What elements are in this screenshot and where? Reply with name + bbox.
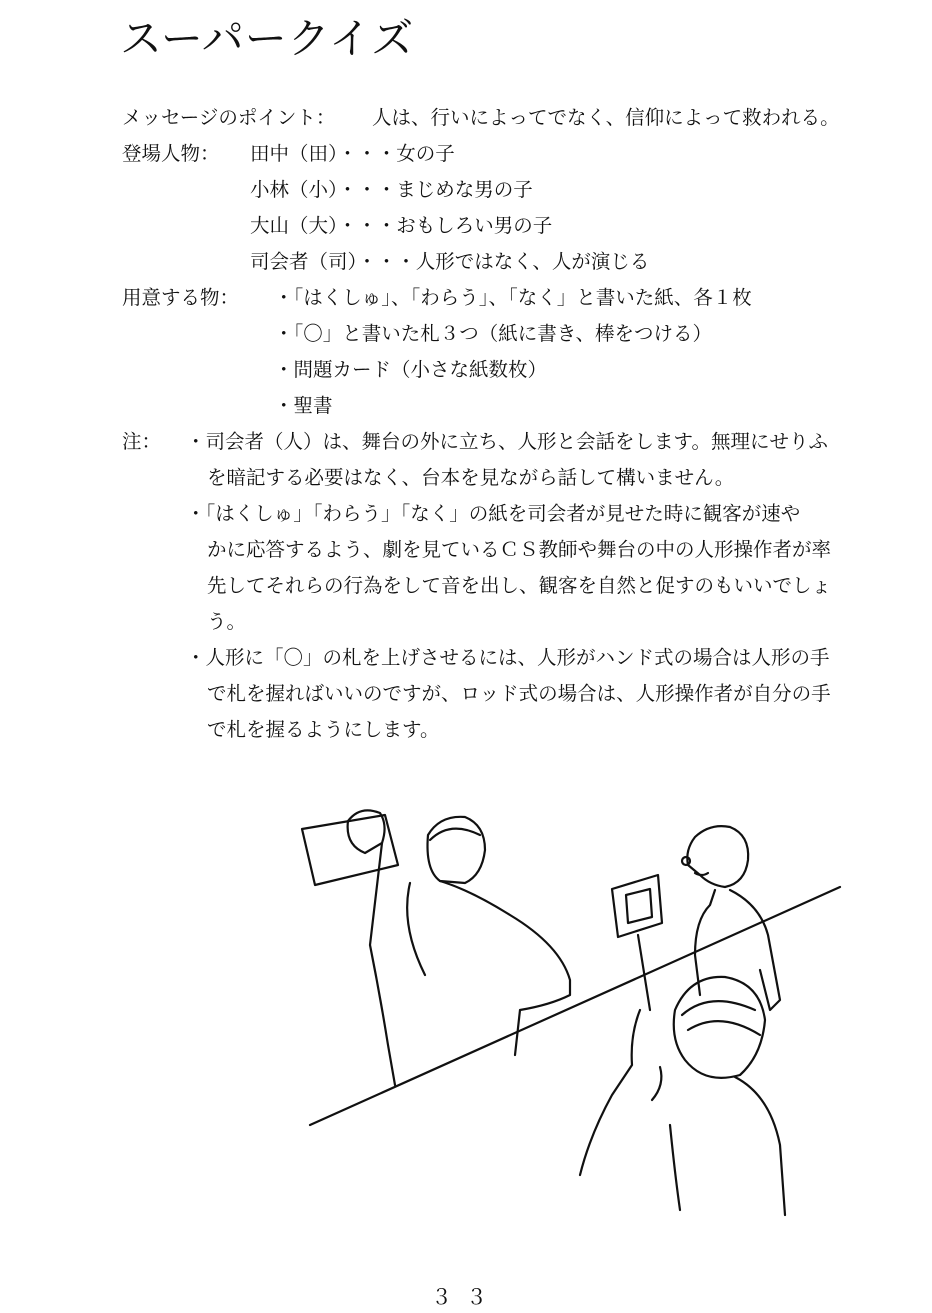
page-title: スーパークイズ xyxy=(120,14,415,63)
characters-label: 登場人物： xyxy=(122,142,220,165)
presenter-body xyxy=(370,843,395,1085)
puppeteer-body xyxy=(735,1077,785,1215)
prop-item: ・問題カード（小さな紙数枚） xyxy=(274,358,548,381)
note-line: ・司会者（人）は、舞台の外に立ち、人形と会話をします。無理にせりふ xyxy=(186,430,828,453)
note-line: で札を握ればいいのですが、ロッド式の場合は、人形操作者が自分の手 xyxy=(207,682,831,705)
puppeteer-head xyxy=(674,977,765,1078)
maru-sign-icon xyxy=(612,875,662,937)
character-item: 田中（田）・・・女の子 xyxy=(250,142,455,165)
prop-item: ・「〇」と書いた札３つ（紙に書き、棒をつける） xyxy=(274,322,712,345)
puppet-show-illustration xyxy=(290,795,860,1235)
presenter-head xyxy=(428,817,486,883)
message-point-text: 人は、行いによってでなく、信仰によって救われる。 xyxy=(372,106,840,129)
note-line: かに応答するよう、劇を見ているＣＳ教師や舞台の中の人形操作者が率 xyxy=(207,538,832,561)
note-line: ・「はくしゅ」「わらう」「なく」の紙を司会者が見せた時に観客が速や xyxy=(186,502,801,525)
puppet-head xyxy=(687,826,748,887)
prop-item: ・「はくしゅ」、「わらう」、「なく」と書いた紙、各１枚 xyxy=(274,286,752,309)
character-item: 司会者（司）・・・人形ではなく、人が演じる xyxy=(250,250,650,273)
notes-label: 注： xyxy=(122,430,162,453)
note-line: で札を握るようにします。 xyxy=(207,718,440,741)
note-line: 先してそれらの行為をして音を出し、観客を自然と促すのもいいでしょ xyxy=(207,574,832,597)
puppeteer-arm xyxy=(580,1010,640,1175)
character-item: 小林（小）・・・まじめな男の子 xyxy=(250,178,533,201)
message-point-label: メッセージのポイント： xyxy=(122,106,336,129)
note-line: う。 xyxy=(207,610,247,633)
prop-item: ・聖書 xyxy=(274,394,333,417)
note-line: ・人形に「〇」の札を上げさせるには、人形がハンド式の場合は人形の手 xyxy=(186,646,830,669)
page-number: ３３ xyxy=(431,1285,501,1309)
props-label: 用意する物： xyxy=(122,286,240,309)
character-item: 大山（大）・・・おもしろい男の子 xyxy=(250,214,553,237)
note-line: を暗記する必要はなく、台本を見ながら話して構いません。 xyxy=(207,466,735,489)
